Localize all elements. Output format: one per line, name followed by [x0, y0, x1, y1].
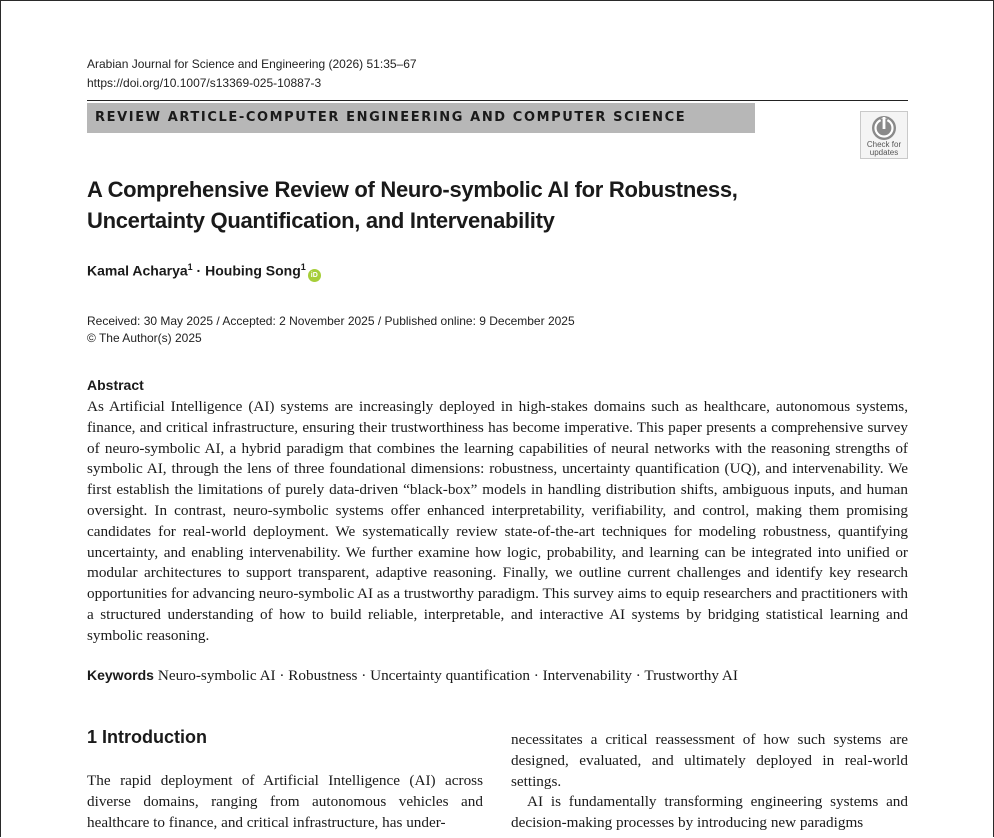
keywords [87, 667, 738, 685]
copyright: © The Author(s) 2025 [87, 331, 202, 345]
keywords-text: Neuro-symbolic AI · Robustness · Uncertainty quantification · Intervenability · Trustworthy AI [157, 667, 738, 684]
section-heading: 1 Introduction [87, 727, 207, 747]
check-updates-line2: updates [869, 148, 899, 157]
intro-paragraph: necessitates a critical reassessment of how such systems are designed, evaluated, and ultimately deployed in real-world settings. [511, 731, 908, 790]
article-type-banner: REVIEW ARTICLE-COMPUTER ENGINEERING AND COMPUTER SCIENCE [87, 103, 755, 133]
intro-right-column [511, 730, 908, 834]
abstract-text: As Artificial Intelligence (AI) systems are increasingly deployed in high-stakes domains such as healthcare, autonomous systems, finance, and critical infrastructure, ensuring their trustworthiness has become imperative. This paper presents a comprehensive survey of neuro-symbolic AI, a hybrid paradigm that combines the learning capabilities of neural networks with the reasoning strengths of symbolic AI, through the lens of three foundational dimensions: robustness, uncertainty quantification (UQ), and intervenability. We first establish the limitations of purely data-driven “black-box” models in handling distribution shifts, ambiguous inputs, and human oversight. In contrast, neuro-symbolic systems offer enhanced interpretability, verifiability, and control, making them promising candidates for real-world deployment. We systematically review state-of-the-art techniques for modeling robustness, quantifying uncertainty, and enabling intervenability. We further examine how logic, probability, and learning can be integrated into unified or modular architectures to support transparent, adaptive reasoning. Finally, we outline current challenges and identify key research opportunities for advancing neuro-symbolic AI as a trustworthy paradigm. This survey aims to equip researchers and practitioners with a structured understanding of how to build reliable, interpretable, and interactive AI systems by bridging statistical learning and symbolic reasoning. [87, 398, 908, 644]
abstract-heading: Abstract [87, 377, 144, 393]
publication-dates [87, 313, 575, 347]
check-for-updates-button[interactable] [860, 111, 908, 159]
paper-title: A Comprehensive Review of Neuro-symbolic AI for Robustness, Uncertainty Quantification, and Intervenability [87, 177, 738, 233]
header-rule [87, 100, 908, 101]
date-history: Received: 30 May 2025 / Accepted: 2 November 2025 / Published online: 9 December 2025 [87, 314, 575, 328]
orcid-icon[interactable]: iD [308, 269, 321, 282]
check-updates-line1: Check for [866, 140, 902, 149]
author-separator: · [192, 262, 206, 279]
author-list [87, 262, 321, 282]
intro-left-column: The rapid deployment of Artificial Intelligence (AI) across diverse domains, ranging from autonomous vehicles and healthcare to finance, and critical infrastructure, has under- [87, 772, 483, 831]
doi-link[interactable]: https://doi.org/10.1007/s13369-025-10887-3 [87, 76, 322, 90]
author-name[interactable]: Houbing Song [205, 262, 301, 279]
intro-paragraph: AI is fundamentally transforming engineering systems and decision-making processes by introducing new paradigms [511, 793, 908, 832]
author-name[interactable]: Kamal Acharya [87, 262, 188, 279]
author-affiliation: 1 [300, 262, 306, 272]
author-affiliation: 1 [187, 262, 193, 272]
keywords-label: Keywords [87, 667, 154, 683]
journal-citation: Arabian Journal for Science and Engineering (2026) 51:35–67 [87, 57, 417, 71]
journal-info [87, 55, 417, 93]
check-updates-icon [871, 115, 897, 141]
